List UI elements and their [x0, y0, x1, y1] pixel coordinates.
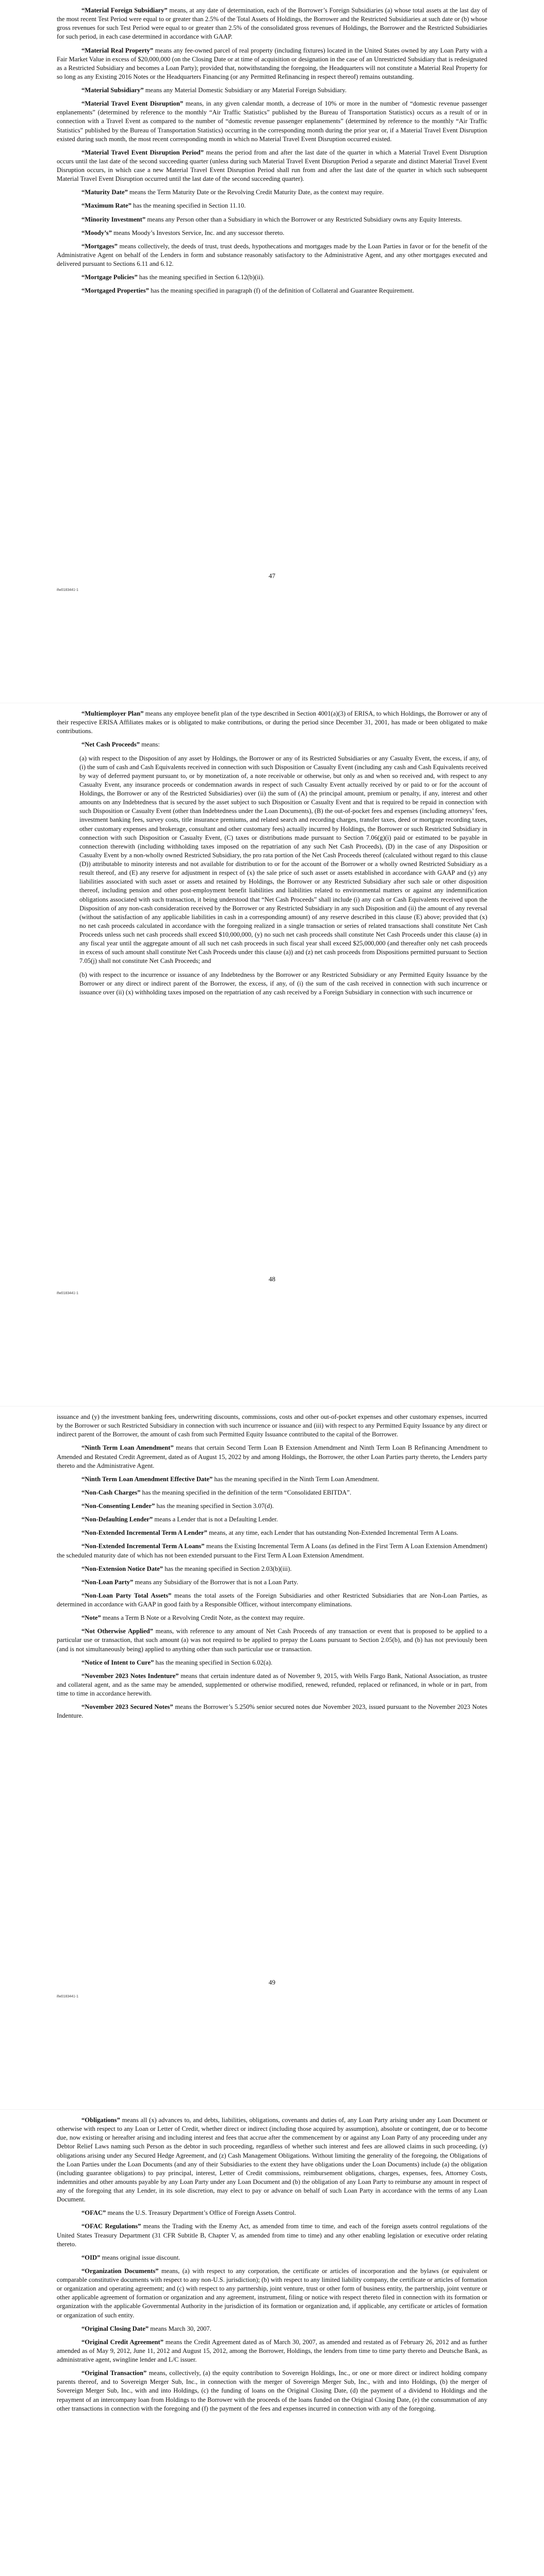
- defined-term: “Note”: [81, 1614, 101, 1622]
- definition-paragraph: [57, 1515, 487, 1524]
- definition-paragraph: [57, 2222, 487, 2248]
- definition-paragraph: [57, 1529, 487, 1537]
- definition-paragraph: [57, 188, 487, 197]
- page-number: 49: [269, 1978, 275, 1986]
- definition-text: has the meaning specified in the definition of the term “Consolidated EBITDA”.: [140, 1488, 352, 1496]
- defined-term: “Organization Documents”: [81, 2267, 159, 2275]
- definition-paragraph: [57, 1565, 487, 1573]
- defined-term: (b): [79, 971, 87, 978]
- defined-term: “Non-Defaulting Lender”: [81, 1516, 153, 1523]
- defined-term: “Material Subsidiary”: [81, 87, 144, 94]
- definition-text: means that certain Second Term Loan B Extension Amendment and Ninth Term Loan B Refinancing Amendment to Amended and Restated Credit Agreement, dated as of August 15, 2022 by and among Holdings, the Borrower, the other Loan Parties party thereto, the Lenders party thereto and the Administrative Agent.: [57, 1444, 487, 1469]
- definition-paragraph: [57, 242, 487, 268]
- definition-paragraph: [57, 229, 487, 238]
- definition-text: means, collectively, (a) the equity contribution to Sovereign Holdings, Inc., or one or more direct or indirect holding company parents thereof, and to Sovereign Merger Sub, Inc., in connection with the merger of Sovereign Merger Sub, Inc., with and into Holdings, (b) the merger of Sovereign Merger Sub, Inc., with and into Holdings, (c) the funding of loans on the Original Closing Date, (d) the payment of a dividend to Holdings and the repayment of an intercompany loan from Holdings to the Borrower with the proceeds of the loans funded on the Original Closing Date, (e) the consummation of any other transactions in connection with the foregoing and (f) the payment of the fees and expenses incurred in connection with any of the foregoing.: [57, 2369, 487, 2412]
- defined-term: “Maximum Rate”: [81, 202, 131, 210]
- definition-paragraph: [57, 99, 487, 144]
- definition-paragraph: [57, 286, 487, 295]
- definition-paragraph: [57, 2209, 487, 2217]
- definition-text: means the U.S. Treasury Department’s Office of Foreign Assets Control.: [106, 2209, 296, 2217]
- definition-paragraph: [57, 2325, 487, 2333]
- definition-text: means any employee benefit plan of the type described in Section 4001(a)(3) of ERISA, to which Holdings, the Borrower or any of their respective ERISA Affiliates makes or is obligated to make contributions, or during the period since December 31, 2001, has made or been obligated to make contributions.: [57, 710, 487, 735]
- defined-term: “Ninth Term Loan Amendment Effective Date”: [81, 1475, 213, 1483]
- defined-term: “Ninth Term Loan Amendment”: [81, 1444, 174, 1452]
- page-body: [57, 709, 487, 1286]
- defined-term: “Non-Loan Party Total Assets”: [81, 1591, 172, 1599]
- definition-text: means March 30, 2007.: [149, 2325, 211, 2332]
- definition-paragraph: [57, 2369, 487, 2413]
- definition-paragraph: [57, 1591, 487, 1609]
- definition-paragraph: [57, 2116, 487, 2204]
- page-body: [57, 6, 487, 583]
- definition-text: with respect to the Disposition of any asset by Holdings, the Borrower or any of its Restricted Subsidiaries or any Casualty Event, the excess, if any, of (i) the sum of cash and Cash Equivalents received in connection with such Disposition or Casualty Event (including any cash and Cash Equivalents received by way of deferred payment pursuant to, or by monetization of, a note receivable or otherwise, but only as and when so received and, with respect to any Casualty Event, any insurance proceeds or condemnation awards in respect of such Casualty Event actually received by or paid to or for the account of Holdings, the Borrower or any of the Restricted Subsidiaries) over (ii) the sum of (A) the principal amount, premium or penalty, if any, interest and other amounts on any Indebtedness that is secured by the asset subject to such Disposition or Casualty Event and that is required to be repaid in connection with such Disposition or Casualty Event (other than Indebtedness under the Loan Documents), (B) the out-of-pocket fees and expenses (including attorneys’ fees, investment banking fees, survey costs, title insurance premiums, and related search and recording charges, transfer taxes, deed or mortgage recording taxes, other customary expenses and brokerage, consultant and other customary fees) actually incurred by Holdings, the Borrower or such Restricted Subsidiary in connection with such Disposition or Casualty Event, (C) taxes or distributions made pursuant to Section 7.06(g)(i) paid or estimated to be payable in connection therewith (including withholding taxes imposed on the repatriation of any such Net Cash Proceeds), (D) in the case of any Disposition or Casualty Event by a non-wholly owned Restricted Subsidiary, the pro rata portion of the Net Cash Proceeds thereof (calculated without regard to this clause (D)) attributable to minority interests and not available for distribution to or for the account of the Borrower or a wholly owned Restricted Subsidiary as a result thereof, and (E) any reserve for adjustment in respect of (x) the sale price of such asset or assets established in accordance with GAAP and (y) any liabilities associated with such asset or assets and retained by Holdings, the Borrower or any Restricted Subsidiary after such sale or other disposition thereof, including pension and other post-employment benefit liabilities and liabilities related to environmental matters or against any indemnification obligations associated with such transaction, it being understood that “Net Cash Proceeds” shall include (i) any cash or Cash Equivalents received upon the Disposition of any non-cash consideration received by the Borrower or any Restricted Subsidiary in any such Disposition and (ii) the amount of any reversal (without the satisfaction of any applicable liabilities in cash in a corresponding amount) of any reserve described in this clause (E) above; provided that (x) no net cash proceeds calculated in accordance with the foregoing realized in a single transaction or series of related transactions shall constitute Net Cash Proceeds unless such net cash proceeds shall exceed $10,000,000, (y) no such net cash proceeds shall constitute Net Cash Proceeds under this clause (a) in any fiscal year until the aggregate amount of all such net cash proceeds in such fiscal year shall exceed $25,000,000 (and thereafter only net cash proceeds in excess of such amount shall constitute Net Cash Proceeds under this clause (a)) and (z) net cash proceeds from Dispositions permitted pursuant to Section 7.05(j) shall not constitute Net Cash Proceeds; and: [79, 754, 487, 965]
- definition-paragraph: [57, 215, 487, 224]
- definition-text: means the total assets of the Foreign Subsidiaries and other Restricted Subsidiaries that are Non-Loan Parties, as determined in accordance with GAAP in good faith by a Responsible Officer, without intercompany eliminations.: [57, 1591, 487, 1608]
- definition-paragraph: [57, 1502, 487, 1511]
- definition-text: means all (x) advances to, and debts, liabilities, obligations, covenants and duties of, any Loan Party arising under any Loan Document or otherwise with respect to any Loan or Letter of Credit, whether direct or indirect (including those acquired by assumption), absolute or contingent, due or to become due, now existing or hereafter arising and including interest and fees that accrue after the commencement by or against any Loan Party of any proceeding under any Debtor Relief Laws naming such Person as the debtor in such proceeding, regardless of whether such interest and fees are allowed claims in such proceeding, (y) obligations arising under any Secured Hedge Agreement, and (z) Cash Management Obligations. Without limiting the generality of the foregoing, the Obligations of the Loan Parties under the Loan Documents (and any of their Subsidiaries to the extent they have obligations under the Loan Documents) include (a) the obligation (including guarantee obligations) to pay principal, interest, Letter of Credit commissions, reimbursement obligations, charges, expenses, fees, Attorney Costs, indemnities and other amounts payable by any Loan Party under any Loan Document and (b) the obligation of any Loan Party to reimburse any amount in respect of any of the foregoing that any Lender, in its sole discretion, may elect to pay or advance on behalf of such Loan Party in accordance with the terms of any Loan Document.: [57, 2116, 487, 2204]
- page-number: 47: [269, 572, 275, 580]
- definition-clause: [57, 971, 487, 997]
- definition-text: means, in any given calendar month, a decrease of 10% or more in the number of “domestic revenue passenger enplanements” (determined by reference to the monthly “Air Traffic Statistics” published by the Bureau of Transportation Statistics) occurs as a result of or in connection with a Travel Event as compared to the number of “domestic revenue passenger enplanements” (determined by reference to the monthly “Air Traffic Statistics” published by the Bureau of Transportation Statistics) occurring in the corresponding month during the prior year or, if a Material Travel Event Disruption existed during such month, the most recent corresponding month in which no Material Travel Event Disruption occurred existed.: [57, 100, 487, 143]
- definition-paragraph: [57, 2338, 487, 2364]
- defined-term: “November 2023 Notes Indenture”: [81, 1672, 179, 1680]
- defined-term: “Mortgage Policies”: [81, 274, 138, 281]
- defined-term: “Material Real Property”: [81, 46, 154, 54]
- definition-paragraph: [57, 1475, 487, 1484]
- defined-term: (a): [79, 754, 87, 762]
- defined-term: “Original Closing Date”: [81, 2325, 149, 2332]
- defined-term: “Non-Cash Charges”: [81, 1488, 141, 1496]
- defined-term: “Non-Extended Incremental Term A Lender”: [81, 1529, 207, 1537]
- definition-text: means that certain indenture dated as of November 9, 2015, with Wells Fargo Bank, National Association, as trustee and collateral agent, and as the same may be amended, supplemented or otherwise modified, renewed, refunded, replaced or refinanced, in whole or in part, from time to time in accordance herewith.: [57, 1672, 487, 1697]
- defined-term: “Non-Consenting Lender”: [81, 1502, 155, 1510]
- definition-text: means the Trading with the Enemy Act, as amended from time to time, and each of the foreign assets control regulations of the United States Treasury Department (31 CFR Subtitle B, Chapter V, as amended from time to time) and any other enabling legislation or executive order relating thereto.: [57, 2223, 487, 2248]
- defined-term: “Material Travel Event Disruption Period”: [81, 148, 204, 156]
- defined-term: “Maturity Date”: [81, 189, 128, 196]
- definition-clause: [57, 754, 487, 966]
- definition-text: means original issue discount.: [100, 2253, 180, 2261]
- definition-text: means any Person other than a Subsidiary in which the Borrower or any Restricted Subsidiary owns any Equity Interests.: [145, 215, 462, 223]
- defined-term: “Obligations”: [81, 2116, 120, 2124]
- footer-doc-code: ifw0183441-1: [57, 1995, 79, 1998]
- definition-text: means any Material Domestic Subsidiary or any Material Foreign Subsidiary.: [143, 87, 347, 94]
- definition-text: means any Subsidiary of the Borrower that is not a Loan Party.: [133, 1578, 299, 1586]
- definition-text: means Moody’s Investors Service, Inc. and any successor thereto.: [112, 229, 285, 236]
- defined-term: “Moody’s”: [81, 229, 112, 236]
- definition-text: means the Credit Agreement dated as of March 30, 2007, as amended and restated as of February 26, 2012 and as further amended as of May 9, 2012, June 11, 2012 and August 15, 2012, among the Borrower, Holdings, the lenders from time to time party thereto and Deutsche Bank, as administrative agent, swingline lender and L/C issuer.: [57, 2338, 487, 2363]
- definition-text: has the meaning specified in paragraph (f) of the definition of Collateral and Guarantee Requirement.: [149, 287, 414, 295]
- definition-text: means, with reference to any amount of Net Cash Proceeds of any transaction or event that is proposed to be applied to a particular use or transaction, that such amount (a) was not required to be applied to prepay the Loans pursuant to Section 2.05(b), and (b) has not previously been (and is not simultaneously being) applied to anything other than such particular use or transaction.: [57, 1628, 487, 1653]
- page-3: [0, 1406, 544, 2110]
- definition-paragraph: [57, 1703, 487, 1720]
- defined-term: “Material Foreign Subsidiary”: [81, 7, 168, 14]
- defined-term: “Original Transaction”: [81, 2369, 147, 2377]
- defined-term: “Non-Extended Incremental Term A Loans”: [81, 1543, 205, 1550]
- definition-paragraph: [57, 1578, 487, 1587]
- defined-term: “Material Travel Event Disruption”: [81, 100, 184, 108]
- definition-paragraph: [57, 6, 487, 42]
- defined-term: “Original Credit Agreement”: [81, 2338, 164, 2346]
- definition-text: has the meaning specified in Section 11.10.: [131, 202, 246, 210]
- definition-text: means collectively, the deeds of trust, trust deeds, hypothecations and mortgages made by the Loan Parties in favor or for the benefit of the Administrative Agent on behalf of the Lenders in form and substance reasonably satisfactory to the Administrative Agent, and any other mortgages executed and delivered pursuant to Sections 6.11 and 6.12.: [57, 242, 487, 267]
- page-body: [57, 2116, 487, 2576]
- defined-term: “OFAC”: [81, 2209, 106, 2217]
- definition-text: means, at any date of determination, each of the Borrower’s Foreign Subsidiaries (a) whose total assets at the last day of the most recent Test Period were equal to or greater than 2.5% of the Total Assets of Holdings, the Borrower and the Restricted Subsidiaries at such date or (b) whose gross revenues for such Test Period were equal to or greater than 2.5% of the consolidated gross revenues of Holdings, the Borrower and the Restricted Subsidiaries for such period, in each case determined in accordance with GAAP.: [57, 7, 487, 41]
- definition-paragraph: [57, 46, 487, 82]
- defined-term: “Minority Investment”: [81, 215, 146, 223]
- defined-term: “Mortgages”: [81, 242, 118, 250]
- definition-text: has the meaning specified in Section 6.12(b)(ii).: [137, 274, 265, 281]
- definition-paragraph: [57, 148, 487, 184]
- defined-term: “November 2023 Secured Notes”: [81, 1703, 173, 1711]
- definition-paragraph: [57, 1614, 487, 1622]
- footer-doc-code: ifw0183441-1: [57, 1292, 79, 1295]
- page-number: 48: [269, 1275, 275, 1283]
- definition-text: has the meaning specified in Section 3.07(d).: [155, 1502, 274, 1510]
- definition-paragraph: [57, 1413, 487, 1439]
- definition-text: means, at any time, each Lender that has outstanding Non-Extended Incremental Term A Loans.: [207, 1529, 458, 1537]
- definition-text: means the Existing Incremental Term A Loans (as defined in the First Term A Loan Extension Amendment) the scheduled maturity date of which has not been extended pursuant to the First Term A Loan Extension Amendment.: [57, 1543, 487, 1559]
- definition-paragraph: [57, 2267, 487, 2320]
- page-body: [57, 1413, 487, 1990]
- definition-paragraph: [57, 86, 487, 95]
- definition-text: means:: [140, 741, 160, 749]
- defined-term: “Mortgaged Properties”: [81, 287, 149, 295]
- definition-paragraph: [57, 273, 487, 282]
- page-1: [0, 0, 544, 703]
- definition-paragraph: [57, 1542, 487, 1560]
- definition-text: means the period from and after the last date of the quarter in which a Material Travel Event Disruption occurs until the last date of the second succeeding quarter (unless during such Material Travel Event Disruption Period a separate and distinct Material Travel Event Disruption occurs, in which case a new Material Travel Event Disruption Period shall run from and after the last date of the quarter in which such subsequent Material Travel Event Disruption occurred until the last date of the second succeeding quarter).: [57, 148, 487, 183]
- defined-term: “Non-Extension Notice Date”: [81, 1565, 163, 1572]
- definition-paragraph: [57, 1658, 487, 1667]
- definition-paragraph: [57, 1672, 487, 1698]
- definition-paragraph: [57, 2253, 487, 2262]
- definition-text: issuance and (y) the investment banking fees, underwriting discounts, commissions, costs and other out-of-pocket expenses and other customary expenses, incurred by the Borrower or such Restricted Subsidiary in connection with such incurrence or issuance and (iii) with respect to any Permitted Equity Issuance by any direct or indirect parent of the Borrower, the amount of cash from such Permitted Equity Issuance contributed to the capital of the Borrower.: [57, 1413, 487, 1438]
- definition-text: means the Borrower’s 5.250% senior secured notes due November 2023, issued pursuant to the November 2023 Notes Indenture.: [57, 1703, 487, 1720]
- defined-term: “OFAC Regulations”: [81, 2223, 141, 2230]
- definition-text: with respect to the incurrence or issuance of any Indebtedness by the Borrower or any Restricted Subsidiary or any Permitted Equity Issuance by the Borrower or any direct or indirect parent of the Borrower, the excess, if any, of (i) the sum of the cash received in connection with such incurrence or issuance over (ii) (x) withholding taxes imposed on the repatriation of any cash received by a Foreign Subsidiary in connection with such incurrence or: [79, 971, 487, 996]
- definition-paragraph: [57, 740, 487, 749]
- definition-paragraph: [57, 1488, 487, 1497]
- defined-term: “Multiemployer Plan”: [81, 710, 144, 717]
- defined-term: “Not Otherwise Applied”: [81, 1628, 153, 1635]
- defined-term: “Non-Loan Party”: [81, 1578, 134, 1586]
- definition-text: means, (a) with respect to any corporation, the certificate or articles of incorporation and the bylaws (or equivalent or comparable constitutive documents with respect to any non-U.S. jurisdiction); (b) with respect to any limited liability company, the certificate or articles of formation or organization and operating agreement; and (c) with respect to any partnership, joint venture, trust or other form of business entity, the partnership, joint venture or other applicable agreement of formation or organization and any agreement, instrument, filing or notice with respect thereto filed in connection with its formation or organization with the applicable Governmental Authority in the jurisdiction of its formation or organization and, if applicable, any certificate or articles of formation or organization of such entity.: [57, 2267, 487, 2319]
- defined-term: “Notice of Intent to Cure”: [81, 1658, 154, 1666]
- page-4: [0, 2110, 544, 2576]
- footer-doc-code: ifw0183441-1: [57, 588, 79, 592]
- definition-paragraph: [57, 1444, 487, 1470]
- defined-term: “Net Cash Proceeds”: [81, 741, 140, 749]
- definition-text: means a Term B Note or a Revolving Credit Note, as the context may require.: [101, 1614, 305, 1622]
- definition-paragraph: [57, 201, 487, 210]
- definition-text: has the meaning specified in Section 6.02(a).: [154, 1658, 273, 1666]
- page-2: [0, 703, 544, 1406]
- definition-paragraph: [57, 709, 487, 736]
- definition-text: has the meaning specified in Section 2.03(b)(iii).: [163, 1565, 292, 1572]
- definition-text: means any fee-owned parcel of real property (including fixtures) located in the United States owned by any Loan Party with a Fair Market Value in excess of $20,000,000 (on the Closing Date or at time of acquisition or designation in the case of an Unrestricted Subsidiary that is redesignated as a Restricted Subsidiary and becomes a Loan Party); provided that, notwithstanding the foregoing, the Headquarters will not constitute a Material Real Property for so long as any Existing 2016 Notes or the Headquarters Financing (or any Permitted Refinancing in respect thereof) remains outstanding.: [57, 46, 487, 80]
- definition-text: means the Term Maturity Date or the Revolving Credit Maturity Date, as the context may require.: [127, 189, 384, 196]
- definition-text: has the meaning specified in the Ninth Term Loan Amendment.: [212, 1475, 380, 1483]
- definition-paragraph: [57, 1627, 487, 1653]
- definition-text: means a Lender that is not a Defaulting Lender.: [153, 1516, 278, 1523]
- defined-term: “OID”: [81, 2253, 101, 2261]
